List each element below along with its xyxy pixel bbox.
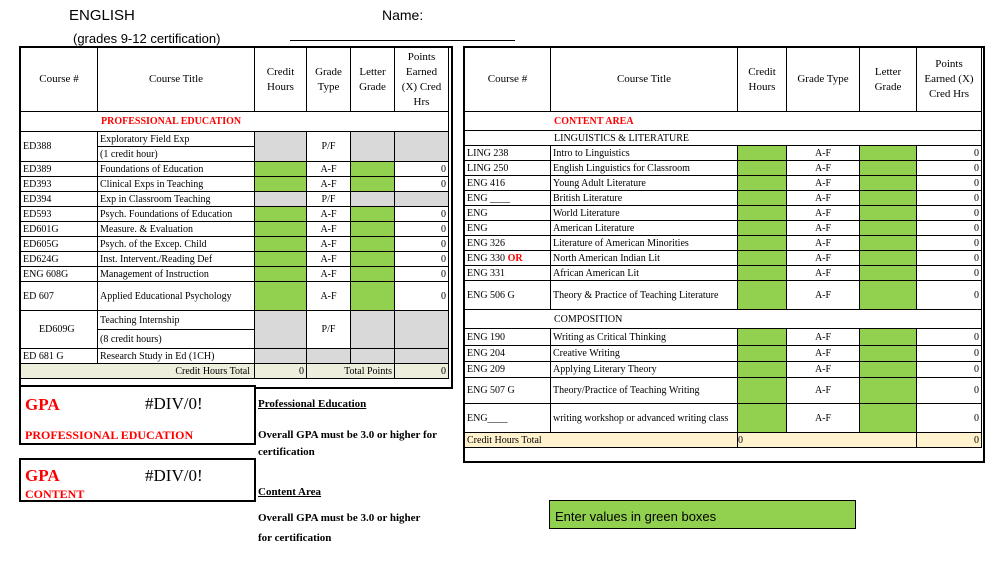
grade-type-cell: A-F bbox=[787, 346, 860, 362]
letter-grade-input[interactable] bbox=[860, 191, 917, 206]
letter-grade-input[interactable] bbox=[860, 251, 917, 266]
table-row-course: ENG bbox=[465, 206, 551, 221]
grade-type-cell: A-F bbox=[787, 362, 860, 378]
col-credit-hours: Credit Hours bbox=[255, 48, 307, 112]
col-course-title: Course Title bbox=[551, 48, 738, 112]
points-cell: 0 bbox=[395, 252, 449, 267]
course-title: Literature of American Minorities bbox=[551, 236, 738, 251]
table-row-course: ED593 bbox=[21, 207, 98, 222]
table-row-course: ED601G bbox=[21, 222, 98, 237]
letter-grade-input[interactable] bbox=[860, 266, 917, 281]
table-row-course: ED 681 G bbox=[21, 349, 98, 364]
gpa-professional-box bbox=[19, 385, 256, 445]
instruction-box: Enter values in green boxes bbox=[549, 500, 856, 529]
page-title: ENGLISH bbox=[69, 7, 135, 24]
points-cell: 0 bbox=[917, 146, 982, 161]
table-row-course: ED 607 bbox=[21, 282, 98, 311]
letter-grade-input[interactable] bbox=[860, 404, 917, 433]
letter-grade-input[interactable] bbox=[860, 146, 917, 161]
credit-hours-total: 0 bbox=[738, 433, 917, 448]
letter-grade-input[interactable] bbox=[860, 176, 917, 191]
credit-hours-input[interactable] bbox=[255, 282, 307, 311]
grade-type-cell: A-F bbox=[307, 282, 351, 311]
grade-type-cell: A-F bbox=[787, 176, 860, 191]
points-cell: 0 bbox=[917, 206, 982, 221]
table-row-course: LING 238 bbox=[465, 146, 551, 161]
points-cell: 0 bbox=[395, 222, 449, 237]
grade-type-cell: A-F bbox=[307, 267, 351, 282]
credit-hours-total-label: Credit Hours Total bbox=[465, 433, 738, 448]
col-grade-type: Grade Type bbox=[307, 48, 351, 112]
points-cell: 0 bbox=[917, 329, 982, 346]
content-area-table bbox=[464, 47, 982, 448]
professional-education-table bbox=[20, 47, 449, 379]
course-title: English Linguistics for Classroom bbox=[551, 161, 738, 176]
course-title: Writing as Critical Thinking bbox=[551, 329, 738, 346]
credit-hours-total: 0 bbox=[255, 364, 307, 379]
points-cell: 0 bbox=[917, 221, 982, 236]
letter-grade-cell bbox=[351, 349, 395, 364]
section-title-professional-education: PROFESSIONAL EDUCATION bbox=[21, 112, 449, 132]
points-cell: 0 bbox=[917, 161, 982, 176]
grade-type-cell: A-F bbox=[787, 281, 860, 310]
gpa-content-value: #DIV/0! bbox=[145, 466, 203, 485]
col-course-title: Course Title bbox=[98, 48, 255, 112]
course-title: Psych. of the Excep. Child bbox=[98, 237, 255, 252]
credit-hours-input[interactable] bbox=[738, 221, 787, 236]
grade-type-cell: A-F bbox=[787, 266, 860, 281]
points-cell: 0 bbox=[917, 176, 982, 191]
credit-hours-input[interactable] bbox=[738, 146, 787, 161]
grade-type-cell: P/F bbox=[307, 192, 351, 207]
grade-type-cell: A-F bbox=[307, 237, 351, 252]
course-title: Theory/Practice of Teaching Writing bbox=[551, 378, 738, 404]
credit-hours-input[interactable] bbox=[738, 191, 787, 206]
letter-grade-input[interactable] bbox=[860, 378, 917, 404]
course-title: World Literature bbox=[551, 206, 738, 221]
col-letter-grade: Letter Grade bbox=[351, 48, 395, 112]
table-row-course: LING 250 bbox=[465, 161, 551, 176]
table-row-course: ENG 507 G bbox=[465, 378, 551, 404]
grade-type-cell: P/F bbox=[307, 132, 351, 162]
course-title: Research Study in Ed (1CH) bbox=[98, 349, 255, 364]
credit-hours-input[interactable] bbox=[255, 207, 307, 222]
credit-hours-input[interactable] bbox=[738, 236, 787, 251]
credit-hours-cell bbox=[255, 349, 307, 364]
gpa-content-box bbox=[19, 458, 256, 502]
grade-type-cell: A-F bbox=[307, 162, 351, 177]
credit-hours-input[interactable] bbox=[738, 161, 787, 176]
points-cell bbox=[395, 132, 449, 162]
letter-grade-input[interactable] bbox=[860, 329, 917, 346]
letter-grade-input[interactable] bbox=[351, 177, 395, 192]
credit-hours-input[interactable] bbox=[738, 266, 787, 281]
course-title: Applied Educational Psychology bbox=[98, 282, 255, 311]
credit-hours-input[interactable] bbox=[738, 329, 787, 346]
course-title: Creative Writing bbox=[551, 346, 738, 362]
table-row-course: ENG 204 bbox=[465, 346, 551, 362]
letter-grade-input[interactable] bbox=[351, 237, 395, 252]
credit-hours-cell bbox=[255, 192, 307, 207]
table-row-course: ENG 190 bbox=[465, 329, 551, 346]
grade-type-cell: A-F bbox=[307, 177, 351, 192]
points-cell: 0 bbox=[395, 162, 449, 177]
note-content-line2: for certification bbox=[258, 532, 332, 544]
col-credit-hours: Credit Hours bbox=[738, 48, 787, 112]
grade-type-cell: P/F bbox=[307, 311, 351, 349]
credit-hours-input[interactable] bbox=[738, 251, 787, 266]
note-professional-text: Overall GPA must be 3.0 or higher for certification bbox=[258, 429, 437, 458]
course-title: Foundations of Education bbox=[98, 162, 255, 177]
course-title: Inst. Intervent./Reading Def bbox=[98, 252, 255, 267]
table-row-course: ED609G bbox=[21, 311, 98, 349]
grade-type-cell: A-F bbox=[787, 191, 860, 206]
letter-grade-input[interactable] bbox=[860, 236, 917, 251]
credit-hours-input[interactable] bbox=[255, 177, 307, 192]
note-content-heading: Content Area bbox=[258, 486, 322, 498]
points-cell: 0 bbox=[917, 378, 982, 404]
letter-grade-input[interactable] bbox=[351, 267, 395, 282]
letter-grade-input[interactable] bbox=[351, 252, 395, 267]
table-row-course: ENG ____ bbox=[465, 191, 551, 206]
grade-type-cell: A-F bbox=[787, 206, 860, 221]
credit-hours-total-label: Credit Hours Total bbox=[21, 364, 255, 379]
credit-hours-input[interactable] bbox=[738, 378, 787, 404]
points-cell bbox=[395, 311, 449, 349]
grade-type-cell: A-F bbox=[787, 251, 860, 266]
table-row-course: ENG 331 bbox=[465, 266, 551, 281]
letter-grade-input[interactable] bbox=[860, 346, 917, 362]
name-label: Name: bbox=[382, 7, 424, 23]
note-professional-heading: Professional Education bbox=[258, 398, 367, 410]
points-cell: 0 bbox=[917, 236, 982, 251]
letter-grade-input[interactable] bbox=[351, 222, 395, 237]
course-title-note: (1 credit hour) bbox=[98, 147, 255, 162]
letter-grade-cell bbox=[351, 192, 395, 207]
points-cell: 0 bbox=[395, 267, 449, 282]
grade-type-cell: A-F bbox=[307, 207, 351, 222]
course-number: ENG 330 bbox=[467, 252, 506, 264]
points-cell: 0 bbox=[917, 362, 982, 378]
course-title: Applying Literary Theory bbox=[551, 362, 738, 378]
course-title: Intro to Linguistics bbox=[551, 146, 738, 161]
points-cell: 0 bbox=[395, 237, 449, 252]
col-course-num: Course # bbox=[21, 48, 98, 112]
credit-hours-input[interactable] bbox=[255, 252, 307, 267]
course-title: Psych. Foundations of Education bbox=[98, 207, 255, 222]
grade-type-cell: A-F bbox=[787, 378, 860, 404]
total-points: 0 bbox=[395, 364, 449, 379]
section-title-content-area: CONTENT AREA bbox=[465, 112, 982, 131]
gpa-professional-value: #DIV/0! bbox=[145, 394, 203, 413]
course-title: Teaching Internship bbox=[98, 311, 255, 330]
letter-grade-input[interactable] bbox=[351, 162, 395, 177]
points-cell: 0 bbox=[917, 191, 982, 206]
col-course-num: Course # bbox=[465, 48, 551, 112]
course-title: Management of Instruction bbox=[98, 267, 255, 282]
col-letter-grade: Letter Grade bbox=[860, 48, 917, 112]
table-row-course: ENG____ bbox=[465, 404, 551, 433]
credit-hours-cell bbox=[255, 311, 307, 349]
points-cell: 0 bbox=[917, 266, 982, 281]
table-row-course: ED389 bbox=[21, 162, 98, 177]
table-row-course: ED393 bbox=[21, 177, 98, 192]
points-cell bbox=[395, 349, 449, 364]
grade-type-cell: A-F bbox=[787, 221, 860, 236]
letter-grade-input[interactable] bbox=[351, 282, 395, 311]
points-cell: 0 bbox=[917, 404, 982, 433]
credit-hours-input[interactable] bbox=[738, 346, 787, 362]
course-title: North American Indian Lit bbox=[551, 251, 738, 266]
points-cell bbox=[395, 192, 449, 207]
course-title-note: (8 credit hours) bbox=[98, 330, 255, 349]
grade-type-cell bbox=[307, 349, 351, 364]
course-title: Clinical Exps in Teaching bbox=[98, 177, 255, 192]
or-marker: OR bbox=[507, 252, 523, 264]
letter-grade-input[interactable] bbox=[351, 207, 395, 222]
name-input-line[interactable] bbox=[290, 40, 515, 41]
course-title: writing workshop or advanced writing class bbox=[551, 404, 738, 433]
grade-type-cell: A-F bbox=[307, 222, 351, 237]
points-cell: 0 bbox=[917, 281, 982, 310]
gpa-label: GPA bbox=[25, 466, 60, 485]
total-points-label: Total Points bbox=[307, 364, 395, 379]
credit-hours-input[interactable] bbox=[255, 237, 307, 252]
course-title: American Literature bbox=[551, 221, 738, 236]
grade-type-cell: A-F bbox=[307, 252, 351, 267]
col-points-earned: Points Earned (X) Cred Hrs bbox=[917, 48, 982, 112]
credit-hours-input[interactable] bbox=[255, 267, 307, 282]
grade-type-cell: A-F bbox=[787, 236, 860, 251]
grade-type-cell: A-F bbox=[787, 161, 860, 176]
course-title: Young Adult Literature bbox=[551, 176, 738, 191]
table-row-course: ED624G bbox=[21, 252, 98, 267]
points-cell: 0 bbox=[917, 251, 982, 266]
note-content-line1: Overall GPA must be 3.0 or higher bbox=[258, 512, 421, 524]
credit-hours-input[interactable] bbox=[738, 206, 787, 221]
gpa-content-label: CONTENT bbox=[25, 487, 85, 501]
table-row-course: ENG 416 bbox=[465, 176, 551, 191]
credit-hours-input[interactable] bbox=[255, 162, 307, 177]
course-title: Exploratory Field Exp bbox=[98, 132, 255, 147]
table-row-course: ENG 326 bbox=[465, 236, 551, 251]
table-row-course: ENG 209 bbox=[465, 362, 551, 378]
subsection-linguistics-literature: LINGUISTICS & LITERATURE bbox=[465, 131, 982, 146]
credit-hours-cell bbox=[255, 132, 307, 162]
points-cell: 0 bbox=[917, 346, 982, 362]
credit-hours-input[interactable] bbox=[738, 362, 787, 378]
course-title: Exp in Classroom Teaching bbox=[98, 192, 255, 207]
course-title: Theory & Practice of Teaching Literature bbox=[551, 281, 738, 310]
credit-hours-input[interactable] bbox=[255, 222, 307, 237]
col-grade-type: Grade Type bbox=[787, 48, 860, 112]
letter-grade-input[interactable] bbox=[860, 221, 917, 236]
credit-hours-input[interactable] bbox=[738, 176, 787, 191]
course-title: Measure. & Evaluation bbox=[98, 222, 255, 237]
course-title: African American Lit bbox=[551, 266, 738, 281]
table-row-course: ED388 bbox=[21, 132, 98, 162]
points-cell: 0 bbox=[395, 177, 449, 192]
points-cell: 0 bbox=[395, 207, 449, 222]
table-row-course: ENG 608G bbox=[21, 267, 98, 282]
letter-grade-input[interactable] bbox=[860, 362, 917, 378]
letter-grade-input[interactable] bbox=[860, 281, 917, 310]
grade-type-cell: A-F bbox=[787, 146, 860, 161]
col-points-earned: Points Earned (X) Cred Hrs bbox=[395, 48, 449, 112]
table-row-course: ED394 bbox=[21, 192, 98, 207]
course-title: British Literature bbox=[551, 191, 738, 206]
page-subtitle: (grades 9-12 certification) bbox=[73, 31, 221, 46]
table-row-course: ED605G bbox=[21, 237, 98, 252]
gpa-label: GPA bbox=[25, 395, 60, 414]
grade-type-cell: A-F bbox=[787, 329, 860, 346]
letter-grade-cell bbox=[351, 311, 395, 349]
credit-hours-input[interactable] bbox=[738, 281, 787, 310]
subsection-composition: COMPOSITION bbox=[465, 310, 982, 329]
letter-grade-input[interactable] bbox=[860, 161, 917, 176]
total-points: 0 bbox=[917, 433, 982, 448]
letter-grade-cell bbox=[351, 132, 395, 162]
letter-grade-input[interactable] bbox=[860, 206, 917, 221]
points-cell: 0 bbox=[395, 282, 449, 311]
table-row-course bbox=[465, 251, 551, 266]
grade-type-cell: A-F bbox=[787, 404, 860, 433]
gpa-professional-label: PROFESSIONAL EDUCATION bbox=[25, 428, 194, 442]
table-row-course: ENG 506 G bbox=[465, 281, 551, 310]
table-row-course: ENG bbox=[465, 221, 551, 236]
credit-hours-input[interactable] bbox=[738, 404, 787, 433]
